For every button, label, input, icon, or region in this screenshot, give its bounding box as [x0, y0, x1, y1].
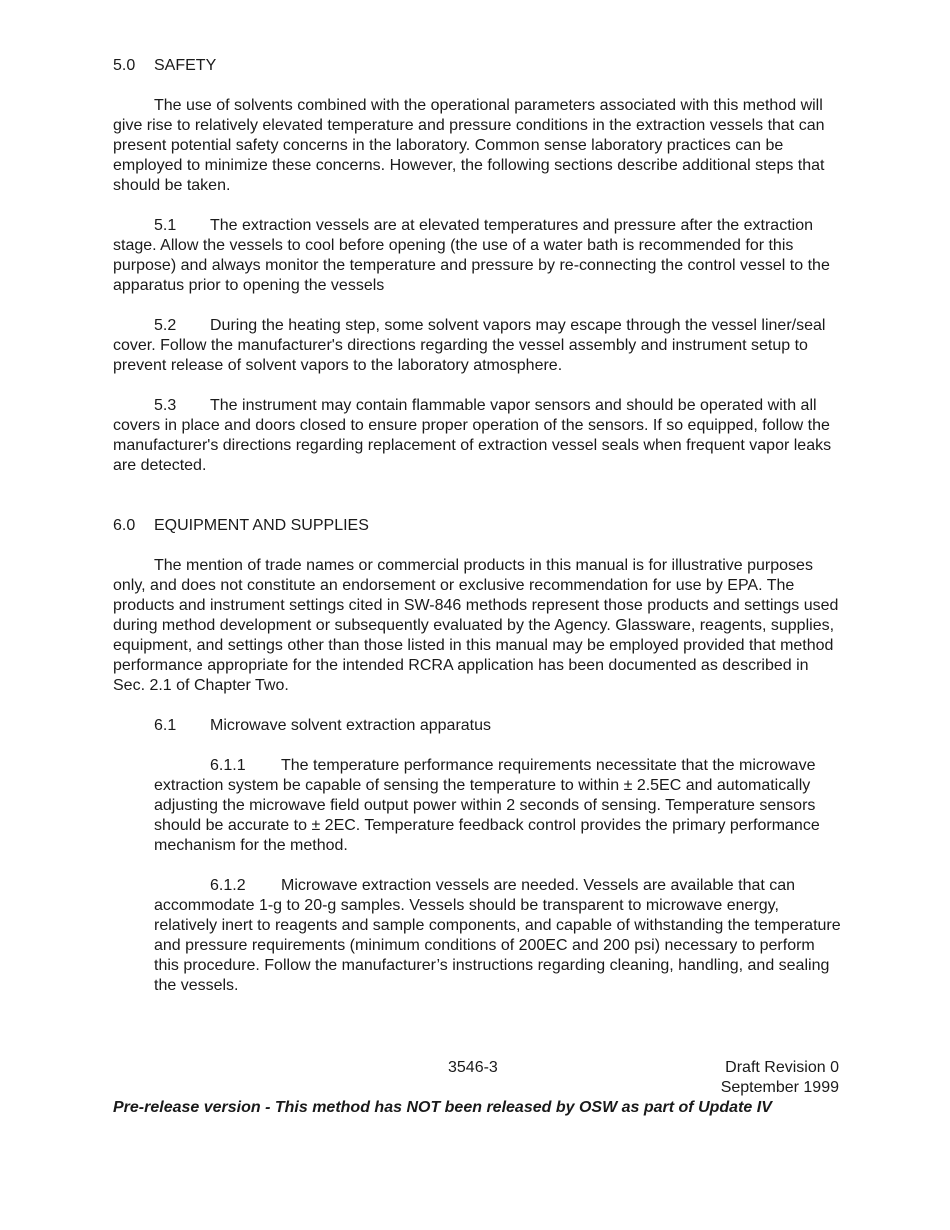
section-6-intro: The mention of trade names or commercial products in this manual is for illustrative purposes only, and does not constitute an endorsement or exclusive recommendation for use by EPA. The products and instrument settings cited in SW-846 methods represent those products and settings used during method development or subsequently evaluated by the Agency. Glassware, reagents, supplies, equipment, and settings other than those listed in this manual may be employed provided that method performance appropriate for the intended RCRA application has been documented as described in Sec. 2.1 of Chapter Two.: [113, 557, 839, 694]
section-5-heading: [113, 56, 843, 76]
page-footer: [113, 1058, 839, 1122]
paragraph-number: 6.1: [154, 717, 177, 734]
paragraph-number: 6.1.1: [210, 757, 246, 774]
prerelease-notice: Pre-release version - This method has NOT been released by OSW as part of Update IV: [113, 1099, 772, 1116]
section-number: 6.0: [113, 517, 136, 534]
paragraph-text: The temperature performance requirements necessitate that the microwave extraction system be capable of sensing the temperature to within ± 2.5EC and automatically adjusting the microwave field output power within 2 seconds of sensing. Temperature sensors should be accurate to ± 2EC. Temperature feedback control provides the primary performance mechanism for the method.: [154, 757, 820, 854]
paragraph-6-1-1: [154, 756, 843, 856]
paragraph-6-1-2: [154, 876, 843, 996]
document-body: [113, 56, 843, 996]
section-6-heading: [113, 516, 843, 536]
paragraph-number: 5.2: [154, 317, 177, 334]
paragraph-text: The extraction vessels are at elevated temperatures and pressure after the extraction stage. Allow the vessels to cool before opening (the use of a water bath is recommended for this purpose) and always monitor the temperature and pressure by re-connecting the control vessel to the apparatus prior to opening the vessels: [113, 217, 830, 294]
paragraph-text: The instrument may contain flammable vapor sensors and should be operated with all covers in place and doors closed to ensure proper operation of the sensors. If so equipped, follow the manufacturer's directions regarding replacement of extraction vessel seals when frequent vapor leaks are detected.: [113, 397, 832, 474]
paragraph-5-2: [113, 316, 843, 376]
subsection-title: Microwave solvent extraction apparatus: [210, 717, 492, 734]
section-title: SAFETY: [154, 57, 217, 74]
page-number: 3546-3: [448, 1059, 498, 1076]
paragraph-text: Microwave extraction vessels are needed. Vessels are available that can accommodate 1-g to 20-g samples. Vessels should be transparent to microwave energy, relatively inert to reagents and sample components, and capable of withstanding the temperature and pressure requirements (minimum conditions of 200EC and 200 psi) necessary to perform this procedure. Follow the manufacturer’s instructions regarding cleaning, handling, and sealing the vessels.: [154, 877, 841, 994]
section-5-intro: The use of solvents combined with the operational parameters associated with this method will give rise to relatively elevated temperature and pressure conditions in the extraction vessels that can present potential safety concerns in the laboratory. Common sense laboratory practices can be employed to minimize these concerns. However, the following sections describe additional steps that should be taken.: [113, 97, 825, 194]
section-number: 5.0: [113, 57, 136, 74]
subsection-6-1-heading: [113, 716, 843, 736]
paragraph-number: 5.3: [154, 397, 177, 414]
section-title: EQUIPMENT AND SUPPLIES: [154, 517, 369, 534]
paragraph-text: During the heating step, some solvent vapors may escape through the vessel liner/seal cover. Follow the manufacturer's directions regarding the vessel assembly and instrument setup to prevent release of solvent vapors to the laboratory atmosphere.: [113, 317, 826, 374]
revision-label: Draft Revision 0: [725, 1059, 839, 1076]
paragraph-5-3: [113, 396, 843, 476]
paragraph-number: 6.1.2: [210, 877, 246, 894]
revision-block: [721, 1058, 839, 1098]
paragraph-number: 5.1: [154, 217, 177, 234]
revision-date: September 1999: [720, 1079, 839, 1096]
paragraph-5-1: [113, 216, 843, 296]
